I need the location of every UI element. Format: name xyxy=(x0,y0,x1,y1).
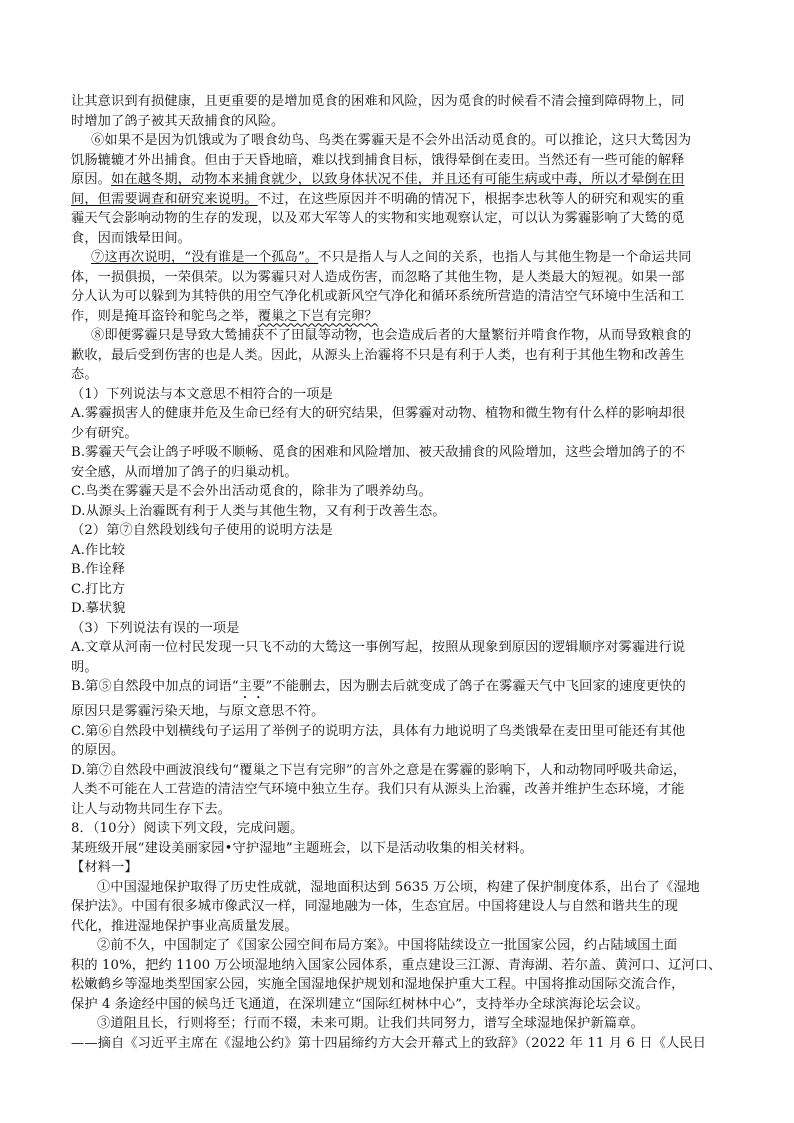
text-span: 不过，在这些原因并不明确的情况下，根据李忠秋等人的研究和观实的重 xyxy=(257,191,685,207)
text-line: 让其意识到有损健康，且更重要的是增加觅食的困难和风险，因为觅食的时候看不清会撞到障碍物上，同 xyxy=(71,94,685,109)
wavy-underlined-sentence: 覆巢之下岂有完卵？ xyxy=(257,308,378,324)
underlined-sentence: ⑦这再次说明，“没有谁是一个孤岛”。 xyxy=(91,250,319,265)
option-a: 少有研究。 xyxy=(71,425,138,441)
option-b: 原因只是雾霾污染天地，与原文意思不符。 xyxy=(71,704,325,719)
material-1-line: 积的 10%，把约 1100 万公顷湿地纳入国家公园体系，重点建设三江源、青海湖、若尔盖、黄河口、辽河口、 xyxy=(71,957,722,973)
document-page xyxy=(71,92,721,1053)
option-d: 让人与动物共同生存下去。 xyxy=(71,801,232,817)
paragraph-8-line: ⑧即便雾霾只是导致大鸶捕获不了田鼠等动物，也会造成后者的大量繁衍并啃食作物，从而导致粮食的 xyxy=(91,328,692,343)
question-8: 8．（10分）阅读下列文段，完成问题。 xyxy=(71,821,304,836)
text-span: 不只是指人与人之间的关系，也指人与其他生物是一个命运共同 xyxy=(318,250,692,265)
option-d: D.从源头上治霾既有利于人类与其他生物，又有利于改善生态。 xyxy=(71,503,446,519)
paragraph-7-line: 体，一损俱损，一荣俱荣。以为雾霾只对人造成伤害，而忽略了其他生物，是人类最大的短视。如果一部 xyxy=(71,269,685,285)
option-c: C.第⑥自然段中划横线句子运用了举例子的说明方法，具体有力地说明了鸟类饿晕在麦田里可能还有其他 xyxy=(71,723,686,739)
option-b: B.作诠释 xyxy=(71,562,126,577)
paragraph-6-line xyxy=(71,170,721,190)
question-1: （1）下列说法与本文意思不相符合的一项是 xyxy=(71,386,333,402)
question-2: （2）第⑦自然段划线句子使用的说明方法是 xyxy=(71,523,333,538)
option-a: A.文章从河南一位村民发现一只飞不动的大鸶这一事例写起，按照从现象到原因的逻辑顺序对雾霾进行说 xyxy=(71,640,686,655)
paragraph-7-line xyxy=(71,307,721,327)
paragraph-6-line: 霾天气会影响动物的生存的发现，以及邓大军等人的实物和实地观察认定，可以认为雾霾影响了大鸶的觅 xyxy=(71,211,685,226)
option-b: B.雾霾天气会让鸽子呼吸不顺畅、觅食的困难和风险增加、被天敌捕食的风险增加，这些会增加鸽子的不 xyxy=(71,445,686,460)
paragraph-7-line xyxy=(71,248,721,268)
dotted-word: 主要 xyxy=(238,679,266,694)
material-1-source: ——摘自《习近平主席在《湿地公约》第十四届缔约方大会开幕式上的致辞》（2022 年 11 月 6 日《人民日 xyxy=(71,1035,707,1051)
option-b: 安全感，从而增加了鸽子的归巢动机。 xyxy=(71,464,298,480)
material-1-line: ③道阻且长，行则将至；行而不辍，未来可期。让我们共同努力，谱写全球湿地保护新篇章。 xyxy=(97,1016,644,1031)
option-a: A.雾霾损害人的健康并危及生命已经有大的研究结果，但雾霾对动物、植物和微生物有什么样的影响却很 xyxy=(71,406,686,421)
paragraph-8-line: 态。 xyxy=(71,367,98,382)
text-span: ”不能删去，因为删去后就变成了鸽子在雾霾天气中飞回家的速度更快的 xyxy=(265,679,686,694)
paragraph-6-line: 食，因而饿晕田间。 xyxy=(71,230,192,246)
question-8-intro: 某班级开展“建设美丽家园•守护湿地”主题班会，以下是活动收集的相关材料。 xyxy=(71,840,533,856)
material-1-line: ①中国湿地保护取得了历史性成就，湿地面积达到 5635 万公顷，构建了保护制度体系，出台了《湿地 xyxy=(97,879,701,895)
option-a: 明。 xyxy=(71,659,98,675)
option-d: D.第⑦自然段中画波浪线句“覆巢之下岂有完卵”的言外之意是在雾霾的影响下，人和动物同呼吸共命运， xyxy=(71,762,687,778)
paragraph-8-line: 歉收，最后受到伤害的也是人类。因此，从源头上治霾将不只是有利于人类，也有利于其他生物和改善生 xyxy=(71,347,685,363)
material-1-line: 松嫩鹤乡等湿地类型国家公园，实施全国湿地保护规划和湿地保护重大工程。中国将推动国际交流合作， xyxy=(71,977,685,992)
material-1-title: 【材料一】 xyxy=(71,860,138,875)
text-line: 时增加了鸽子被其天敌捕食的风险。 xyxy=(71,113,285,129)
question-3: （3）下列说法有误的一项是 xyxy=(71,620,240,636)
text-span: B.第⑤自然段中加点的词语“ xyxy=(71,679,239,694)
paragraph-6-line: 饥肠辘辘才外出捕食。但由于天昏地暗，难以找到捕食目标，饿得晕倒在麦田。当然还有一些可能的解释 xyxy=(71,152,685,168)
option-c: 的原因。 xyxy=(71,743,125,758)
underlined-sentence: 如在越冬期，动物本来捕食就少，以致身体状况不佳，并且还有可能生病或中毒，所以才晕倒在田 xyxy=(111,172,685,187)
paragraph-6-line xyxy=(71,190,721,210)
option-c: C.打比方 xyxy=(71,581,126,597)
material-1-line: ②前不久，中国制定了《国家公园空间布局方案》。中国将陆续设立一批国家公园，约占陆域国土面 xyxy=(97,938,678,953)
text-span: 原因。 xyxy=(71,172,112,187)
option-d: 人类不可能在人工营造的清洁空气环境中独立生存。我们只有从源头上治霾，改善并维护生态环境，才能 xyxy=(71,782,685,797)
text-span: 作，则是掩耳盗铃和鸵鸟之举， xyxy=(71,308,258,324)
paragraph-7-line: 分人认为可以躲到为其特供的用空气净化机或新风空气净化和循环系统所营造的清洁空气环境中生活和工 xyxy=(71,289,685,304)
paragraph-6-line: ⑥如果不是因为饥饿或为了喂食幼鸟、鸟类在雾霾天是不会外出活动觅食的。可以推论，这只大鸶因为 xyxy=(91,133,692,148)
option-b xyxy=(71,677,721,702)
material-1-line: 保护法》。中国有很多城市像武汉一样，同湿地融为一体，生态宜居。中国将建设人与自然和谐共生的现 xyxy=(71,899,678,914)
option-d: D.摹状貌 xyxy=(71,601,126,616)
underlined-sentence: 间，但需要调查和研究来说明。 xyxy=(71,191,258,207)
material-1-line: 代化，推进湿地保护事业高质量发展。 xyxy=(71,918,298,934)
option-a: A.作比较 xyxy=(71,542,126,558)
material-1-line: 保护 4 条途经中国的候鸟迁飞通道，在深圳建立“国际红树林中心”，支持举办全球滨海论坛会议。 xyxy=(71,996,649,1012)
option-c: C.鸟类在雾霾天是不会外出活动觅食的，除非为了喂养幼鸟。 xyxy=(71,484,432,499)
